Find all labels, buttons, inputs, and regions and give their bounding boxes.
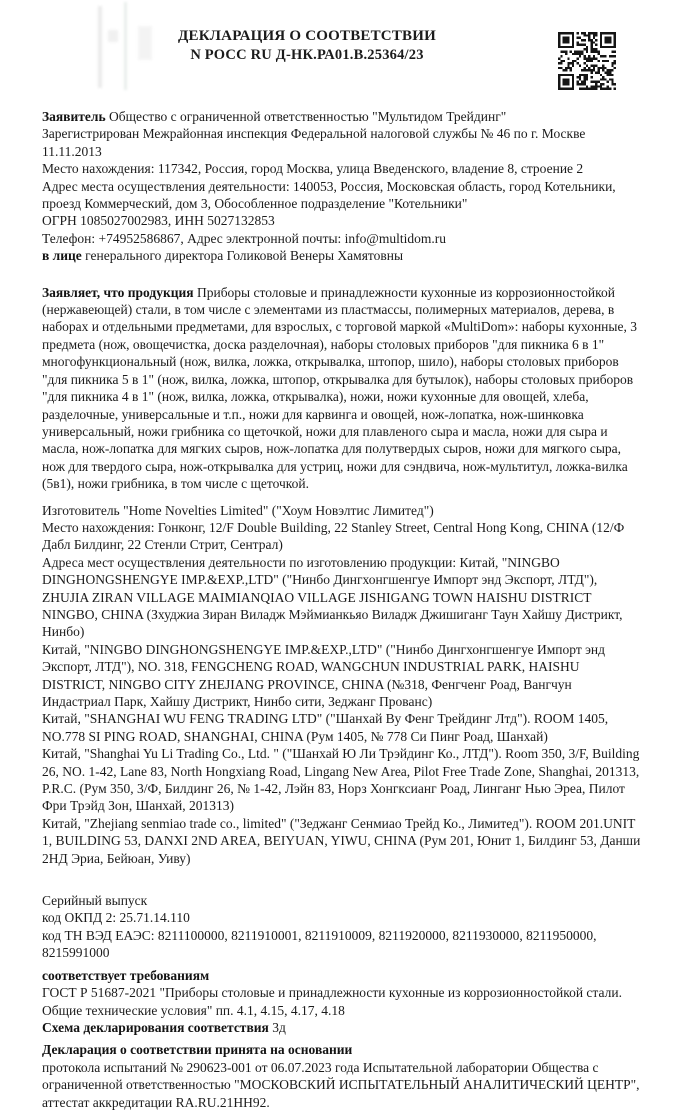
applicant-section <box>42 108 643 265</box>
product-label: Заявляет, что продукция <box>42 284 194 300</box>
tnved-codes: код ТН ВЭД ЕАЭС: 8211100000, 8211910001, 8211910009, 8211920000, 8211930000, 8211950000, 8215991000 <box>42 927 597 961</box>
manufacturer-label: Изготовитель <box>42 502 120 518</box>
basis-label-line <box>42 1041 643 1058</box>
scheme-label: Схема декларирования соответствия <box>42 1019 269 1035</box>
applicant-registration: Зарегистрирован Межрайонная инспекция Федеральной налоговой службы № 46 по г. Москве 11.11.2013 <box>42 126 586 159</box>
manufacturer-site: Китай, "Shanghai Yu Li Trading Co., Ltd. " ("Шанхай Ю Ли Трэйдинг Ко., ЛТД"). Room 350, 3/F, Building 26, NO. 1-42, Lane 83, North Hongxiang Road, Lingang New Area, Pilot Free Trade Zone, Shanghai, 201313, P.R.C. (Рум 350, 3/Ф, Билдинг 26, № 1-42, Лэйн 83, Норз Хонгксианг Роад, Линганг Нью Эреа, Пилот Фри Трэйд Зон, Шанхай, 201313) <box>42 746 640 814</box>
compliance-section <box>42 967 643 1037</box>
applicant-name-line <box>42 108 643 125</box>
basis-text: протокола испытаний № 290623-001 от 06.07.2023 года Испытательной лаборатории Общества с ограниченной ответственностью "МОСКОВСКИЙ ИСПЫТАТЕЛЬНЫЙ АНАЛИТИЧЕСКИЙ ЦЕНТР", аттестат аккредитации RA.RU.21HH92. <box>42 1059 640 1110</box>
product-paragraph <box>42 284 643 493</box>
basis-section <box>42 1041 643 1111</box>
manufacturer-site: Китай, "NINGBO DINGHONGSHENGYE IMP.&EXP.,LTD" ("Нинбо Дингхонгшенгуе Импорт энд Экспорт, ЛТД"), NO. 318, FENGCHENG ROAD, WANGCHUN INDUSTRIAL PARK, HAISHU DISTRICT, NINGBO CITY ZHEJIANG PROVINCE, CHINA (№318, Фенгченг Роад, Вангчун Индастриал Парк, Хайшу Дистрикт, Нинбо сити, Зеджанг Прованс) <box>42 641 606 709</box>
okpd-code: код ОКПД 2: 25.71.14.110 <box>42 910 190 926</box>
compliance-label: соответствует требованиям <box>42 967 210 983</box>
declaration-scheme-line <box>42 1019 643 1036</box>
manufacturer-site: Китай, "SHANGHAI WU FENG TRADING LTD" ("Шанхай Ву Фенг Трейдинг Лтд"). ROOM 1405, NO.778 SI PING ROAD, SHANGHAI, CHINA (Рум 1405, № 778 Си Пинг Роад, Шанхай) <box>42 711 609 744</box>
release-section <box>42 892 643 962</box>
applicant-contacts: Телефон: +74952586867, Адрес электронной почты: info@multidom.ru <box>42 230 446 246</box>
basis-label: Декларация о соответствии принята на основании <box>42 1042 353 1058</box>
applicant-ogrn-inn: ОГРН 1085027002983, ИНН 5027132853 <box>42 213 275 229</box>
applicant-name: Общество с ограниченной ответственностью "Мультидом Трейдинг" <box>108 109 507 124</box>
serial-release: Серийный выпуск <box>42 893 148 909</box>
manufacturer-name: "Home Novelties Limited" ("Хоум Новэлтис Лимитед") <box>123 502 434 518</box>
document-number: N РОСС RU Д-НК.РА01.В.25364/23 <box>190 47 424 63</box>
compliance-label-line <box>42 967 643 984</box>
product-description: Приборы столовые и принадлежности кухонные из коррозионностойкой (нержавеющей) стали, в том числе с элементами из пластмассы, полимерных материалов, дерева, в наборах и отдельными предметами, для взрослых, с торговой маркой «MultiDom»: наборы кухонные, 3 предмета (нож, овощечистка, доска разделочная), наборы столовых приборов "для пикника 6 в 1" многофункциональный (нож, вилка, ложка, открывалка, штопор, шило), наборы столовых приборов "для пикника 5 в 1" (нож, вилка, ложка, штопор, открывалка для бутылок), наборы столовых приборов "для пикника 4 в 1" (нож, вилка, ложка, открывалка), ножи, ножи кухонные для овощей, хлеба, разделочные, универсальные и т.п., ножи для карвинга и овощей, нож-лопатка, нож-шинковка универсальный, ножи грибника со щеточкой, ножи для плавленого сыра и масла, ножи для сыра и масла, нож-лопатка для мягких сыров, нож-лопатка для полутвердых сыров, ножи для мягкого сыра, нож для твердого сыра, нож-открывалка для устриц, ножи для сэндвича, нож-мультитул, ложка-вилка (5в1), ножи грибника, в том числе с щеточкой. <box>42 284 637 492</box>
manufacturer-location: Место нахождения: Гонконг, 12/F Double Building, 22 Stanley Street, Central Hong Kong, CHINA (12/Ф Дабл Билдинг, 22 Стенли Стрит, Сентрал) <box>42 519 625 553</box>
manufacturer-site: Китай, "Zhejiang senmiao trade co., limited" ("Зеджанг Сенмиао Трейд Ко., Лимитед"). ROOM 201.UNIT 1, BUILDING 53, DANXI 2ND AREA, BEIYUAN, YIWU, CHINA (Рум 201, Юнит 1, Билдинг 53, Данши 2НД Эриа, Бейюан, Уиву) <box>42 815 641 866</box>
applicant-label: Заявитель <box>42 109 106 124</box>
manufacturer-section <box>42 502 643 868</box>
document-header <box>42 16 643 108</box>
applicant-location: Место нахождения: 117342, Россия, город Москва, улица Введенского, владение 8, строение 2 <box>42 161 584 177</box>
applicant-activity-address: Адрес места осуществления деятельности: 140053, Россия, Московская область, город Котельники, проезд Коммерческий, дом 3, Обособленное подразделение "Котельники" <box>42 178 616 212</box>
compliance-standard: ГОСТ Р 51687-2021 "Приборы столовые и принадлежности кухонные из коррозионностойкой стали. Общие технические условия" пп. 4.1, 4.15, 4.17, 4.18 <box>42 985 622 1018</box>
applicant-representative-line <box>42 247 643 264</box>
manufacturer-name-line <box>42 502 643 519</box>
product-section <box>42 284 643 493</box>
scheme-value: 3д <box>272 1019 286 1035</box>
qr-code-icon <box>558 32 616 90</box>
representative-label: в лице <box>42 248 82 264</box>
representative-name: генерального директора Голиковой Венеры Хамятовны <box>85 248 404 264</box>
document-title: ДЕКЛАРАЦИЯ О СООТВЕТСТВИИ <box>178 28 436 44</box>
manufacturer-site: Адреса мест осуществления деятельности по изготовлению продукции: Китай, "NINGBO DINGHONGSHENGYE IMP.&EXP.,LTD" ("Нинбо Дингхонгшенгуе Импорт энд Экспорт, ЛТД"), ZHUJIA ZIRAN VILLAGE MAIMIANQIAO VILLAGE JISHIGANG TOWN HAISHU DISTRICT NINGBO, CHINA (Зхуджиа Зиран Виладж Мэймианкьяо Виладж Джишиганг Таун Хайшу Дистрикт, Нинбо) <box>42 554 623 640</box>
title-block <box>42 16 572 64</box>
